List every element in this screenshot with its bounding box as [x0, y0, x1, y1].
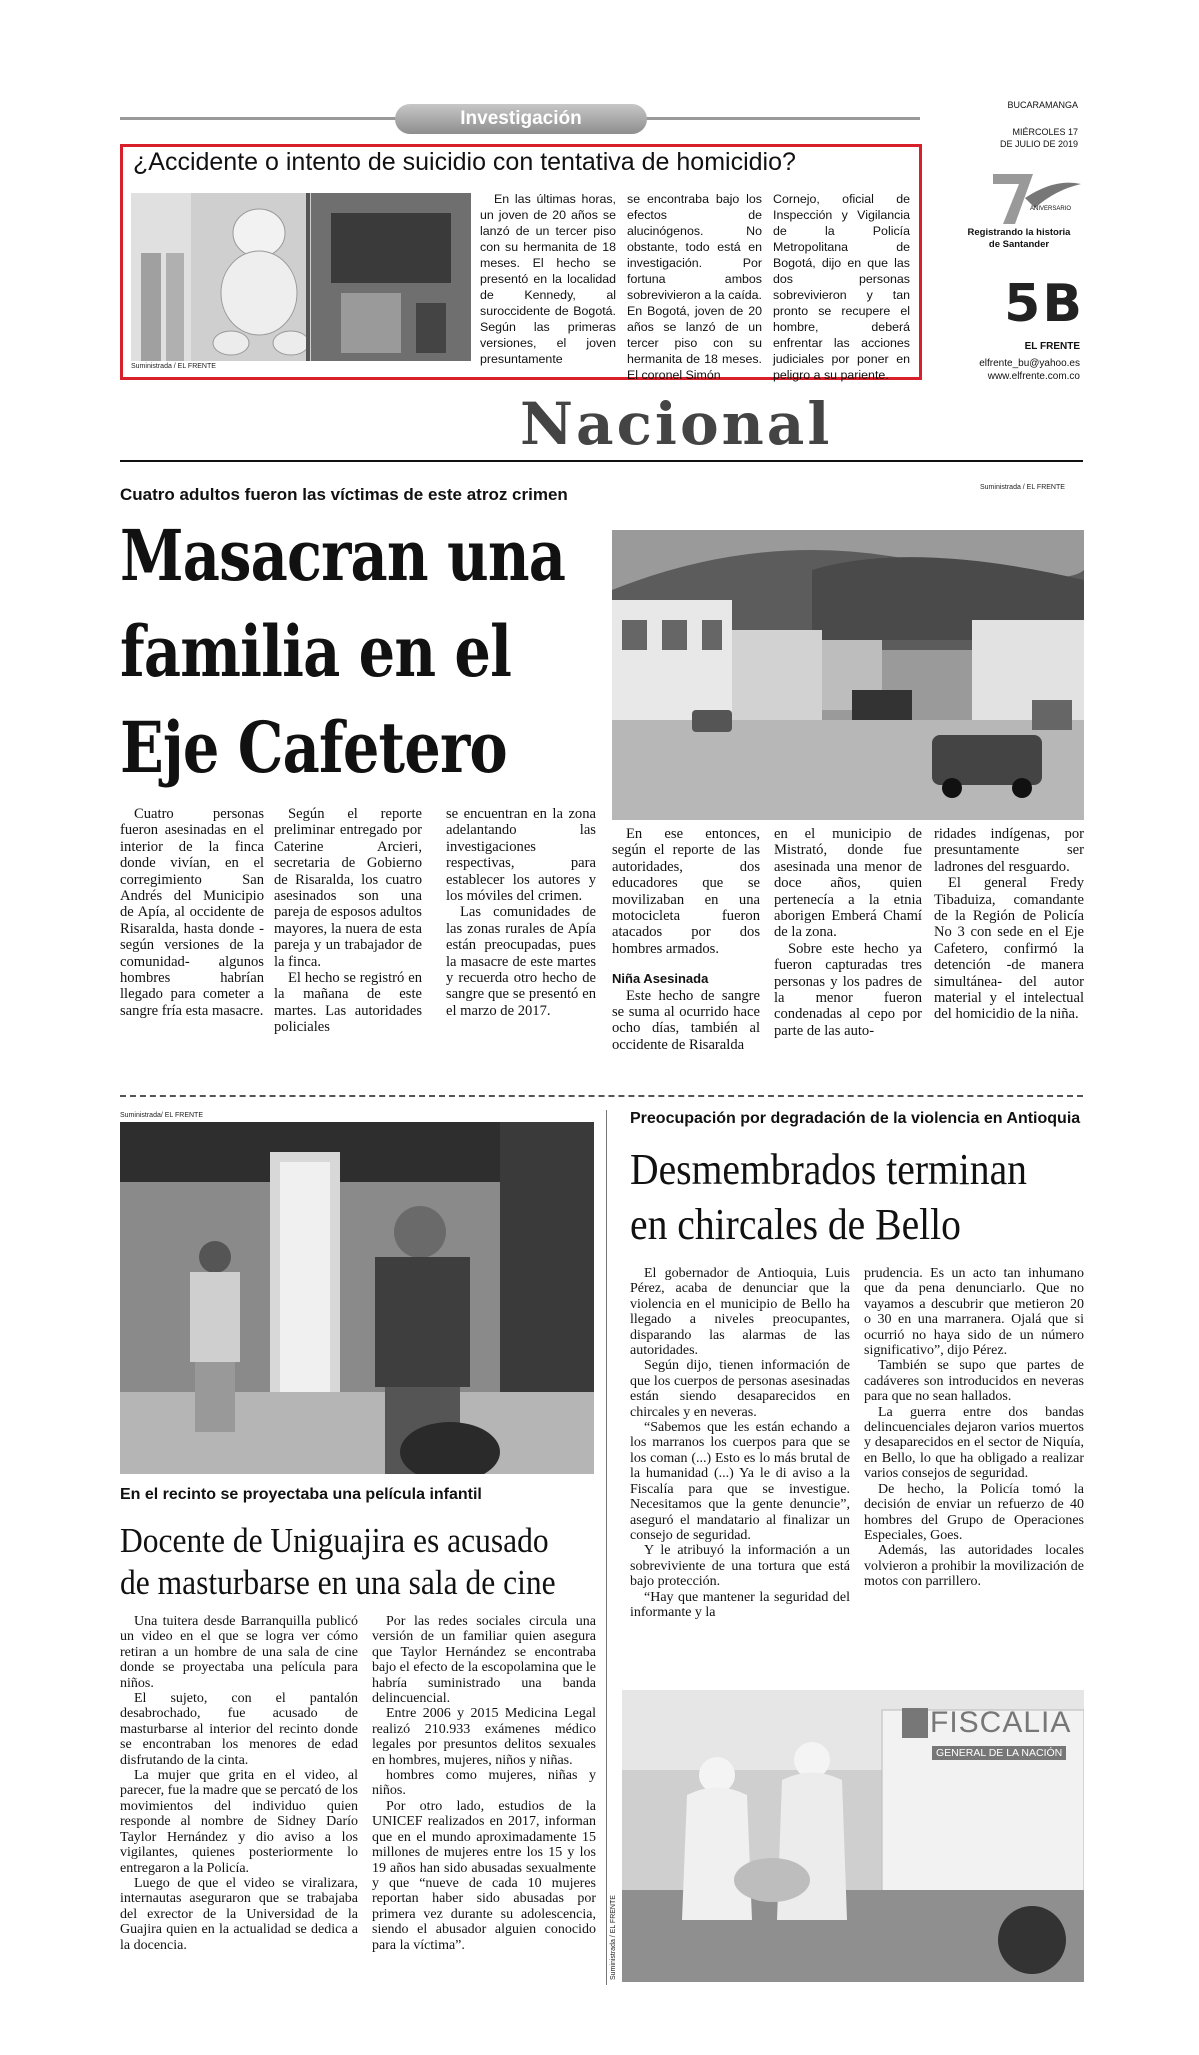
- anniversary-tagline-1: Registrando la historia: [967, 227, 1071, 238]
- bello-headline-1: Desmembrados terminan: [630, 1145, 1027, 1194]
- docente-headline-1: Docente de Uniguajira es acusado: [120, 1521, 549, 1560]
- masacre-col-6b-text: El general Fredy Tibaduiza, comandante de la Región de Policía No 3 con sede en el Eje Cafetero, confirmó la detención -de manera simultánea- del autor material y el intelectual del homicidio de la niña.: [934, 875, 1084, 1023]
- email: elfrente_bu@yahoo.es: [979, 358, 1080, 369]
- anniversary-logo: [985, 168, 1085, 228]
- bello-col-1-p1: El gobernador de Antioquia, Luis Pérez, acaba de denunciar que la violencia en el municipio de Bello ha llegado a niveles preocupantes, disparando las alarmas de las autoridades.: [630, 1266, 850, 1359]
- investigacion-col-1-text: En las últimas horas, un joven de 20 años se lanzó de un tercer piso con su hermanita de 18 meses. El hecho se presentó en la localidad de Kennedy, al suroccidente de Bogotá. Según las primeras versiones, el joven presuntamente: [480, 192, 616, 366]
- bello-col-1-p3: “Sabemos que les están echando a los marranos los cuerpos para que se los coman (...) Esto es lo más brutal de la humanidad (...) Ya le di aviso a la Fiscalía para que se investigue. Necesitamos que la gente denuncie”, aseguró el mandatario al finalizar un consejo de seguridad.: [630, 1420, 850, 1543]
- bello-col-1-p5: “Hay que mantener la seguridad del informante y la: [630, 1589, 850, 1620]
- docente-col-2-p2: Entre 2006 y 2015 Medicina Legal realizó 210.933 exámenes médico legales por presuntos delitos sexuales en hombres, mujeres, niños y niñas.: [372, 1706, 596, 1768]
- bello-photo-credit: Suministrada / EL FRENTE: [610, 1895, 617, 1980]
- bello-col-2-p3: La guerra entre dos bandas delincuenciales dejaron varios muertos y desaparecidos en el sector de Niquía, en Bello, lo que ha obligado a realizar varios consejos de seguridad.: [864, 1404, 1084, 1482]
- masacre-headline-1: Masacran una: [120, 514, 566, 597]
- docente-col-1-p4: Luego de que el video se viralizara, internautas aseguraron que se trabajaba del exrector de la Universidad de la Guajira quien en la actualidad se dedica a la docencia.: [120, 1875, 358, 1953]
- masthead-city: BUCARAMANGA: [1007, 100, 1078, 110]
- masacre-col-2b-text: El hecho se registró en la mañana de este martes. Las autoridades policiales: [274, 970, 422, 1036]
- bello-col-2-p1: prudencia. Es un acto tan inhumano que da pena denunciarlo. Que no vayamos a descubrir que metieron 20 o 30 en una marranera. Ojalá que si ocurrió no haya sido de un número significativo”, dijo Pérez.: [864, 1266, 1084, 1359]
- docente-kicker: En el recinto se proyectaba una película infantil: [120, 1486, 482, 1503]
- docente-col-1-p1: Una tuitera desde Barranquilla publicó un video en el que se logra ver cómo retiran a un hombre de una sala de cine donde se proyectaba una película para niños.: [120, 1614, 358, 1691]
- investigacion-col-2-text: se encontraba bajo los efectos de alucinógenos. No obstante, todo está en investigación. Por fortuna ambos sobrevivieron a la caída. En Bogotá, joven de 20 años se lanzó de un tercer piso con su hermanita de 18 meses. El coronel Simón: [627, 192, 762, 382]
- masacre-col-3: [446, 806, 596, 1019]
- masacre-col-4b-text: Este hecho de sangre se suma al ocurrido hace ocho días, también al occidente de Risaralda: [612, 987, 760, 1053]
- town-square-photo: [612, 530, 1084, 820]
- website: www.elfrente.com.co: [987, 371, 1080, 382]
- investigacion-headline: ¿Accidente o intento de suicidio con tentativa de homicidio?: [133, 148, 796, 176]
- masacre-photo: [612, 530, 1084, 820]
- docente-col-1: [120, 1614, 358, 1953]
- section-divider: [120, 1095, 1083, 1097]
- page-number: 5B: [1004, 274, 1084, 334]
- docente-col-2: [372, 1614, 596, 1953]
- docente-col-1-p2: El sujeto, con el pantalón desabrochado, fue acusado de masturbarse al interior del recinto donde se encontraban los menores de edad disfrutando de la cinta.: [120, 1691, 358, 1768]
- masacre-col-5b-text: Sobre este hecho ya fueron capturadas tres personas y los padres de la menor fueron condenadas al cepo por parte de las auto-: [774, 940, 922, 1039]
- seven-anniversary-icon: [985, 168, 1085, 228]
- bello-col-2-p2: También se supo que partes de cadáveres son introducidos en neveras para que no sean hallados.: [864, 1358, 1084, 1405]
- docente-photo-credit: Suministrada/ EL FRENTE: [120, 1112, 203, 1119]
- masacre-col-6: [934, 826, 1084, 1023]
- investigacion-col-3-text: Cornejo, oficial de Inspección y Vigilancia de la Policía Metropolitana de Bogotá, dijo en que las dos personas sobrevivieron y tan pronto se recupere el hombre, deberá enfrentar las acciones judiciales por poner en peligro a su pariente.: [773, 192, 910, 382]
- investigacion-photo-credit: Suministrada / EL FRENTE: [131, 363, 216, 370]
- bello-col-2-p4: De hecho, la Policía tomó la decisión de enviar un refuerzo de 40 hombres del Grupo de Operaciones Especiales, Goes.: [864, 1481, 1084, 1543]
- masacre-col-4: [612, 826, 760, 1053]
- masacre-col-1-text: Cuatro personas fueron asesinadas en el interior de la finca donde vivían, en el corregimiento San Andrés del Municipio de Apía, al occidente de Risaralda, hasta donde -según versiones de la comunidad- algunos hombres habrían llegado para cometer a sangre fría esta masacre.: [120, 806, 264, 1019]
- masacre-col-3b-text: Las comunidades de las zonas rurales de Apía están preocupadas, pues la masacre de este martes y recuerda otro hecho de sangre que se presentó en el marzo de 2017.: [446, 904, 596, 1019]
- masacre-col-2: [274, 806, 422, 1036]
- cinema-lobby-photo: [120, 1122, 594, 1474]
- masacre-subhead: Niña Asesinada: [612, 971, 709, 987]
- anniversary-badge: ANIVERSARIO: [1030, 206, 1072, 212]
- anniversary-tagline-2: de Santander: [988, 239, 1050, 250]
- masacre-photo-credit: Suministrada / EL FRENTE: [980, 484, 1065, 491]
- masacre-col-5a-text: en el municipio de Mistrató, donde fue asesinada una menor de doce años, quien pertenecía a la etnia aborigen Emberá Chamí de la zona.: [774, 826, 922, 941]
- masthead-date-1: MIÉRCOLES 17: [1012, 127, 1078, 137]
- fiscalia-sign-title: FISCALIA: [930, 1706, 1072, 1739]
- masacre-col-6a-text: ridades indígenas, por presuntamente ser ladrones del resguardo.: [934, 826, 1084, 875]
- masacre-kicker: Cuatro adultos fueron las víctimas de este atroz crimen: [120, 485, 568, 504]
- bello-headline-2: en chircales de Bello: [630, 1200, 961, 1249]
- section-title: Nacional: [520, 390, 833, 458]
- docente-col-2-p1: Por las redes sociales circula una versión de un familiar quien asegura que Taylor Hernández se encontraba bajo el efecto de la escopolamina que le habría suministrado una banda delincuencial.: [372, 1614, 596, 1707]
- investigacion-photo: [131, 193, 471, 361]
- masthead-date-2: DE JULIO DE 2019: [999, 139, 1078, 149]
- bello-col-1-p4: Y le atribuyó la información a un sobreviviente de una tortura que está bajo protección.: [630, 1543, 850, 1590]
- docente-headline-2: de masturbarse en una sala de cine: [120, 1563, 556, 1602]
- masacre-headline-3: Eje Cafetero: [120, 706, 507, 789]
- paper-name: EL FRENTE: [1024, 341, 1080, 352]
- section-label-investigacion: Investigación: [395, 104, 647, 134]
- investigacion-col-3: [773, 191, 910, 383]
- masacre-col-2a-text: Según el reporte preliminar entregado por Caterine Arcieri, secretaria de Gobierno de Risaralda, los cuatro asesinados son una pareja de esposos adultos mayores, la nuera de esta pareja y un trabajador de la finca.: [274, 806, 422, 970]
- masacre-col-5: [774, 826, 922, 1039]
- bello-col-1: [630, 1266, 850, 1620]
- fiscalia-sign-sub: GENERAL DE LA NACIÓN: [932, 1746, 1066, 1760]
- section-rule: [120, 460, 1083, 462]
- masacre-col-4a-text: En ese entonces, según el reporte de las autoridades, dos educadores que se movilizaban en una motocicleta fueron atacados por dos hombres armados.: [612, 826, 760, 957]
- investigacion-col-1: [480, 191, 616, 367]
- masacre-col-1: [120, 806, 264, 1019]
- bello-col-2: [864, 1266, 1084, 1590]
- masacre-col-3a-text: se encuentran en la zona adelantando las investigaciones respectivas, para establecer los autores y los móviles del crimen.: [446, 806, 596, 905]
- masacre-headline-2: familia en el: [120, 610, 512, 693]
- bello-col-2-p5: Además, las autoridades locales volvieron a prohibir la movilización de motos con parrillero.: [864, 1543, 1084, 1590]
- docente-photo: [120, 1122, 594, 1474]
- bello-col-1-p2: Según dijo, tienen información de que los cuerpos de personas asesinadas están siendo desaparecidos en chircales y en neveras.: [630, 1358, 850, 1420]
- bello-kicker: Preocupación por degradación de la violencia en Antioquia: [630, 1110, 1081, 1127]
- column-separator: [606, 1110, 607, 1985]
- teddy-bear-photo: [131, 193, 471, 361]
- investigacion-col-2: [627, 191, 762, 383]
- docente-col-2-p3: hombres como mujeres, niñas y niños.: [372, 1768, 596, 1799]
- docente-col-2-p4: Por otro lado, estudios de la UNICEF realizados en 2017, informan que en el mundo aproximadamente 15 millones de mujeres entre los 15 y los 19 años han sido abusadas sexualmente y que “nueve de cada 10 mujeres reportan haber sido abusadas por primera vez durante su adolescencia, siendo el abusador alguien conocido para la víctima”.: [372, 1798, 596, 1953]
- docente-col-1-p3: La mujer que grita en el video, al parecer, fue la madre que se percató de los movimientos del individuo quien responde al nombre de Sidney Darío Taylor Hernández y dio aviso a los vigilantes, quienes posteriormente lo entregaron a la Policía.: [120, 1768, 358, 1876]
